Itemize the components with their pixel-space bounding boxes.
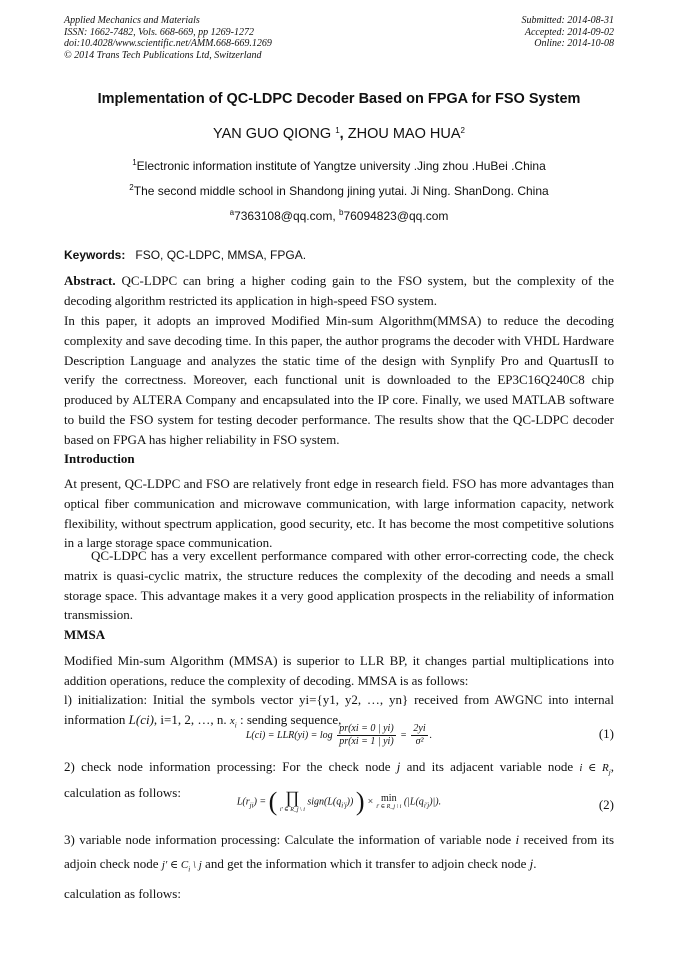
eq2-abs-sub: i'j [423,801,430,810]
step2-math-sub: j [608,768,611,777]
online-date: Online: 2014-10-08 [534,38,614,50]
step3-text-b: received from its adjoin check node [64,832,615,871]
eq2-lhs: L(r [236,796,250,808]
eq2-abs: (|L(q [403,796,424,808]
step1-L: L(ci) [128,711,154,727]
eq2-open-paren: ( [268,787,278,816]
introduction-paragraph-1: At present, QC-LDPC and FSO are relatively front edge in research field. FSO has more advantages than optical fiber communication and microwave communication, with large information capacity, network flexibility, without spectrum application, good security, etc. It has become the most competitive solutions in a large storage space communication. [64,476,614,551]
issn-line: ISSN: 1662-7482, Vols. 668-669, pp 1269-1272 [64,26,254,38]
step3-text-c: and get the information which it transfer to adjoin check node [201,856,530,871]
eq2-body-sub: i'j [341,801,347,810]
step1-x-sub: i [234,721,237,730]
step1-x: x [229,714,235,727]
step2-text-a: 2) check node information processing: For the check node [64,759,397,774]
email-a: 7363108@qq.com, [234,209,339,223]
step2-math: i ∈ R [579,762,609,774]
step2-text-c: , calculation as follows: [64,759,614,801]
mmsa-step-3-last-line: calculation as follows: [64,886,181,901]
doi-line: doi:10.4028/www.scientific.net/AMM.668-669.1269 [64,38,272,50]
eq2-lhs-close: ) = [253,796,267,808]
step3-math: j' ∈ C [161,859,189,871]
affiliation-1-sup: 1 [132,158,137,167]
eq1-den1: pr(xi = 1 | yi) [339,736,394,747]
keywords [64,248,306,262]
abstract-paragraph-2: In this paper, it adopts an improved Modified Min-sum Algorithm(MMSA) to reduce the decoding complexity and save decoding time. In this paper, the author programs the decoder with VHDL Hardware Description Language and analyzes the static time of the design with Synplify Pro and QuartusII to verify the correctness. Moreover, each functional unit is downloaded to the EP3C16Q240C8 chip produced by ALTERA Company and encapsulated into the IP core. Finally, we used MATLAB software to build the FSO system for testing decoder performance. The results show that the QC-LDPC decoder based on FPGA has higher reliability in FSO system. [64,313,614,447]
keywords-text: FSO, QC-LDPC, MMSA, FPGA. [135,248,307,262]
eq2-product [280,790,305,814]
step3-text-a: 3) variable node information processing: Calculate the information of variable node [64,832,516,847]
eq1-num2: 2yi [413,723,426,734]
eq1-lhs: L(ci) = LLR(yi) = log [245,729,333,741]
author-2-sup: 2 [460,126,465,135]
eq2-min-sub: i' ∈ R_j \ i [376,804,402,810]
step3-j: j [529,856,534,871]
introduction-paragraph-2: QC-LDPC has a very excellent performance compared with other error-correcting code, the check matrix is quasi-cyclic matrix, the structure reduces the complexity of the decoding and needs a small storage space. This advantage makes it a very good application prospects in the reliability of information transmission. [64,548,614,623]
copyright-line: © 2014 Trans Tech Publications Ltd, Switzerland [64,49,262,61]
eq1-tail: . [429,729,433,741]
equation-2-number: (2) [598,797,614,812]
eq2-min [376,793,401,811]
submitted-date: Submitted: 2014-08-31 [521,15,614,26]
step3-i: i [515,832,520,847]
eq1-fraction-2 [411,723,427,748]
step2-j: j [396,759,401,774]
email-b: 76094823@qq.com [343,209,449,223]
eq1-fraction-1 [337,723,395,748]
affiliation-2-sup: 2 [129,183,134,192]
step3-text-d: . [533,856,537,871]
keywords-label: Keywords: [64,248,126,262]
journal-name: Applied Mechanics and Materials [64,15,200,26]
journal-info [64,15,394,61]
affiliation-1-text: Electronic information institute of Yangtze university .Jing zhou .HuBei .China [136,159,546,173]
accepted-date: Accepted: 2014-09-02 [524,26,614,38]
affiliation-2 [0,184,678,198]
eq2-close-paren: ) [355,787,365,816]
step1-text-c: : sending sequence, [236,711,342,727]
author-2: ZHOU MAO HUA [347,126,461,142]
author-emails [0,209,678,223]
email-b-sup: b [338,208,344,217]
equation-2 [64,787,614,816]
eq2-lhs-sub: ji [249,801,254,810]
paper-title: Implementation of QC-LDPC Decoder Based on FPGA for FSO System [97,91,581,107]
abstract-paragraph-1 [64,271,614,311]
eq2-abs-close: )|) [429,796,439,808]
equation-1 [64,723,614,748]
abstract-label: Abstract. [64,273,116,288]
eq2-body-close: )) [346,796,354,808]
eq2-min-symbol: min [381,793,397,804]
step1-text-b: , i=1, 2, …, n. [153,711,230,727]
affiliation-1 [0,159,678,173]
introduction-heading: Introduction [64,451,135,466]
author-separator: , [339,126,344,142]
eq2-times: × [367,796,374,808]
author-1: YAN GUO QIONG [213,126,332,142]
email-a-sup: a [229,208,235,217]
step2-text-b: and its adjacent variable node [400,759,580,774]
equation-1-number: (1) [598,726,614,741]
step3-math-sub: i [188,865,191,874]
eq1-den2: σ² [415,736,424,747]
dates-info [394,15,614,50]
step3-math-2: \ j [190,859,202,871]
eq1-num1: pr(xi = 0 | yi) [339,723,394,734]
abstract-text-1: QC-LDPC can bring a higher coding gain to the FSO system, but the complexity of the decoding algorithm restricted its application in high-speed FSO system. [64,273,614,308]
eq2-prod-symbol: ∏ [285,788,300,807]
mmsa-heading: MMSA [64,627,106,642]
authors [0,126,678,142]
eq2-prod-sub: i' ∈ R_j \ i [279,807,305,813]
eq2-tail: . [438,796,442,808]
step1-text-a: l) initialization: Initial the symbols vector yi={y1, y2, …, yn} received from AWGNC into internal information [64,692,614,727]
affiliation-2-text: The second middle school in Shandong jining yutai. Ji Ning. ShanDong. China [133,184,549,198]
mmsa-step-3 [64,828,614,882]
eq1-equals: = [400,729,407,741]
eq2-body: sign(L(q [307,796,342,808]
mmsa-paragraph-1: Modified Min-sum Algorithm (MMSA) is superior to LLR BP, it changes partial multiplications into addition operations, reduce the complexity of decoding. MMSA is as follows: [64,653,614,688]
author-1-sup: 1 [335,126,340,135]
